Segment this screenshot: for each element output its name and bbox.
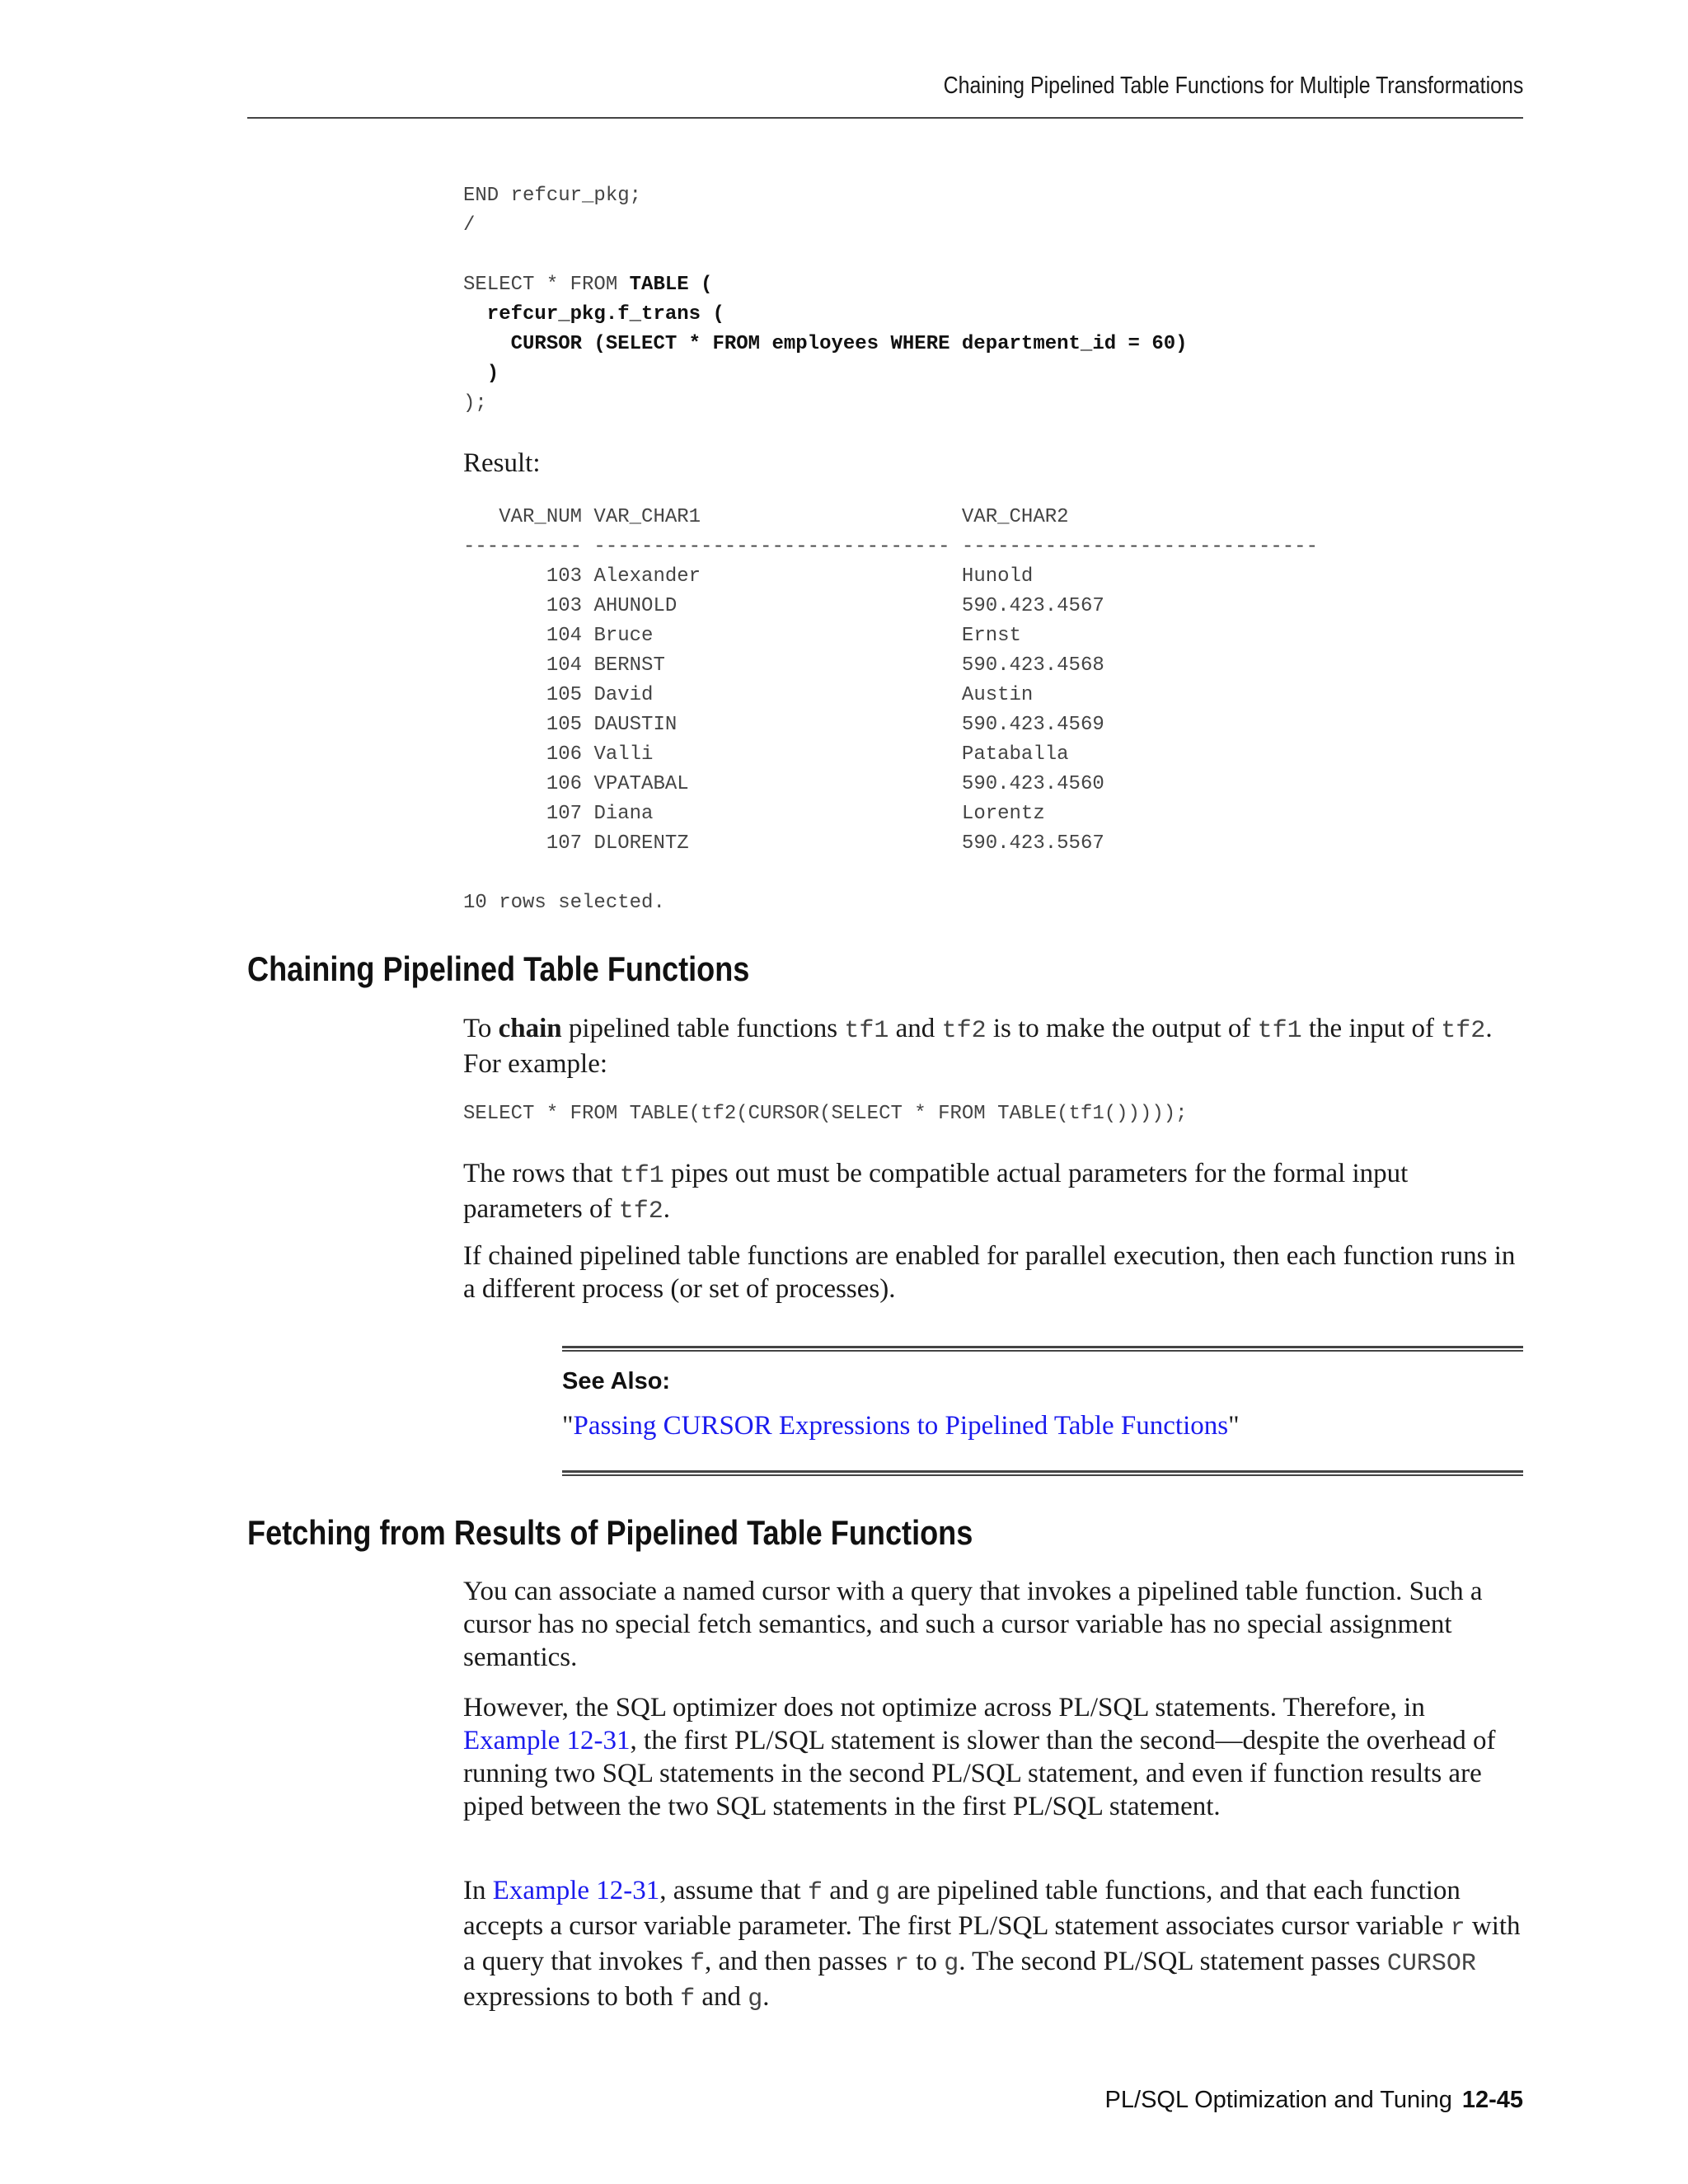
code-line-bold: TABLE (: [629, 274, 713, 296]
code-example: SELECT * FROM TABLE(tf2(CURSOR(SELECT * FROM TABLE(tf1()))));: [463, 1103, 1188, 1125]
page-footer: [1105, 2087, 1523, 2114]
result-cell-var-char1: Alexander: [593, 565, 962, 588]
paragraph: However, the SQL optimizer does not optimize across PL/SQL statements. Therefore, in Example 12-31, the first PL/SQL statement is slower than the second—despite the overhead of running two SQL statements in the second PL/SQL statement, and even if function results are piped between the two SQL statements in the first PL/SQL statement.: [463, 1693, 1496, 1821]
inline-code: CURSOR: [1386, 1950, 1476, 1978]
see-also-link[interactable]: Passing CURSOR Expressions to Pipelined Table Functions: [573, 1411, 1229, 1441]
result-row: [463, 565, 1033, 588]
result-cell-var-char2: 590.423.4567: [961, 595, 1104, 617]
inline-code: tf2: [618, 1197, 663, 1226]
section-heading: Chaining Pipelined Table Functions: [247, 949, 750, 988]
code-line-bold: ): [463, 363, 499, 385]
result-cell-var-num: 107: [463, 832, 594, 855]
result-row: [463, 654, 1104, 677]
inline-code: tf2: [1441, 1017, 1486, 1045]
result-cell-var-num: 104: [463, 654, 594, 677]
result-row: [463, 684, 1033, 706]
result-cell-var-num: 106: [463, 773, 594, 795]
inline-code: f: [680, 1985, 696, 2013]
header-rule: [247, 117, 1523, 119]
inline-code: tf1: [1257, 1017, 1302, 1045]
paragraph: In Example 12-31, assume that f and g are pipelined table functions, and that each function accepts a cursor variable parameter. The first PL/SQL statement associates cursor variable r with a query that invokes f, and then passes r to g. The second PL/SQL statement passes CURSOR expressions to both f and g.: [463, 1876, 1521, 2013]
result-footer-line: 10 rows selected.: [463, 892, 665, 914]
result-cell-var-num: 105: [463, 684, 594, 706]
see-also-top-rule: [562, 1346, 1523, 1352]
result-cell-var-char1: DLORENTZ: [593, 832, 962, 855]
result-header-line: VAR_NUM VAR_CHAR1 VAR_CHAR2: [463, 506, 1069, 528]
footer-book-title: PL/SQL Optimization and Tuning: [1104, 2087, 1452, 2113]
result-cell-var-num: 103: [463, 565, 594, 588]
result-separator-line: ---------- ------------------------------ ------------------------------: [463, 536, 1318, 558]
result-row: [463, 743, 1069, 766]
result-label: Result:: [463, 448, 541, 478]
see-also-bottom-rule: [562, 1470, 1523, 1476]
result-rows: [463, 565, 1104, 855]
result-cell-var-char2: 590.423.4568: [961, 654, 1104, 677]
result-cell-var-char2: 590.423.4569: [961, 714, 1104, 736]
paragraph: To chain pipelined table functions tf1 and tf2 is to make the output of tf1 the input of tf2. For example:: [463, 1014, 1493, 1079]
code-line-bold: refcur_pkg.f_trans (: [463, 303, 724, 326]
result-cell-var-char1: Bruce: [593, 625, 962, 647]
see-also-title: See Also:: [562, 1368, 671, 1394]
result-cell-var-char1: Valli: [593, 743, 962, 766]
inline-code: r: [894, 1950, 910, 1978]
code-line: END refcur_pkg;: [463, 185, 642, 207]
result-cell-var-char2: Pataballa: [961, 743, 1069, 766]
inline-code: g: [944, 1950, 959, 1978]
result-cell-var-num: 104: [463, 625, 594, 647]
inline-code: tf1: [844, 1017, 889, 1045]
result-cell-var-num: 107: [463, 803, 594, 825]
inline-code: r: [1450, 1915, 1465, 1943]
result-cell-var-char2: 590.423.5567: [961, 832, 1104, 855]
result-cell-var-num: 106: [463, 743, 594, 766]
paragraph: If chained pipelined table functions are enabled for parallel execution, then each function runs in a different process (or set of processes).: [463, 1241, 1516, 1304]
code-line: /: [463, 214, 476, 237]
code-line-bold: CURSOR (SELECT * FROM employees WHERE department_id = 60): [463, 333, 1188, 355]
inline-code: g: [875, 1879, 891, 1907]
section-heading: Fetching from Results of Pipelined Table Functions: [247, 1513, 973, 1552]
running-header-title: Chaining Pipelined Table Functions for Multiple Transformations: [943, 73, 1523, 99]
result-row: [463, 803, 1045, 825]
page-number: 12-45: [1461, 2087, 1523, 2113]
result-table: [463, 503, 1318, 918]
result-cell-var-char1: BERNST: [593, 654, 962, 677]
result-cell-var-char2: 590.423.4560: [961, 773, 1104, 795]
paragraph: The rows that tf1 pipes out must be compatible actual parameters for the formal input parameters of tf2.: [463, 1159, 1409, 1226]
result-cell-var-char2: Lorentz: [961, 803, 1045, 825]
inline-code: tf1: [619, 1162, 664, 1190]
result-cell-var-char1: Diana: [593, 803, 962, 825]
result-cell-var-num: 103: [463, 595, 594, 617]
result-cell-var-char2: Ernst: [961, 625, 1021, 647]
inline-code: f: [689, 1950, 705, 1978]
result-cell-var-char1: David: [593, 684, 962, 706]
term-bold: chain: [498, 1014, 562, 1043]
see-also-reference: "Passing CURSOR Expressions to Pipelined Table Functions": [562, 1411, 1240, 1441]
result-row: [463, 714, 1104, 736]
code-block-top: [463, 181, 1188, 419]
result-cell-var-char1: VPATABAL: [593, 773, 962, 795]
result-cell-var-char1: DAUSTIN: [593, 714, 962, 736]
inline-code: f: [807, 1879, 823, 1907]
code-line: );: [463, 392, 487, 415]
result-cell-var-char2: Hunold: [961, 565, 1034, 588]
see-also-box: [562, 1346, 1523, 1476]
inline-code: g: [748, 1985, 763, 2013]
result-cell-var-char1: AHUNOLD: [593, 595, 962, 617]
example-link[interactable]: Example 12-31: [463, 1726, 631, 1755]
result-cell-var-char2: Austin: [961, 684, 1034, 706]
result-row: [463, 595, 1104, 617]
result-cell-var-num: 105: [463, 714, 594, 736]
result-row: [463, 625, 1021, 647]
paragraph: You can associate a named cursor with a query that invokes a pipelined table function. Such a cursor has no special fetch semantics, and such a cursor variable has no special assignment semantics.: [463, 1577, 1483, 1672]
example-link[interactable]: Example 12-31: [492, 1876, 660, 1905]
result-row: [463, 832, 1104, 855]
result-row: [463, 773, 1104, 795]
inline-code: tf2: [941, 1017, 987, 1045]
code-line: SELECT * FROM: [463, 274, 630, 296]
